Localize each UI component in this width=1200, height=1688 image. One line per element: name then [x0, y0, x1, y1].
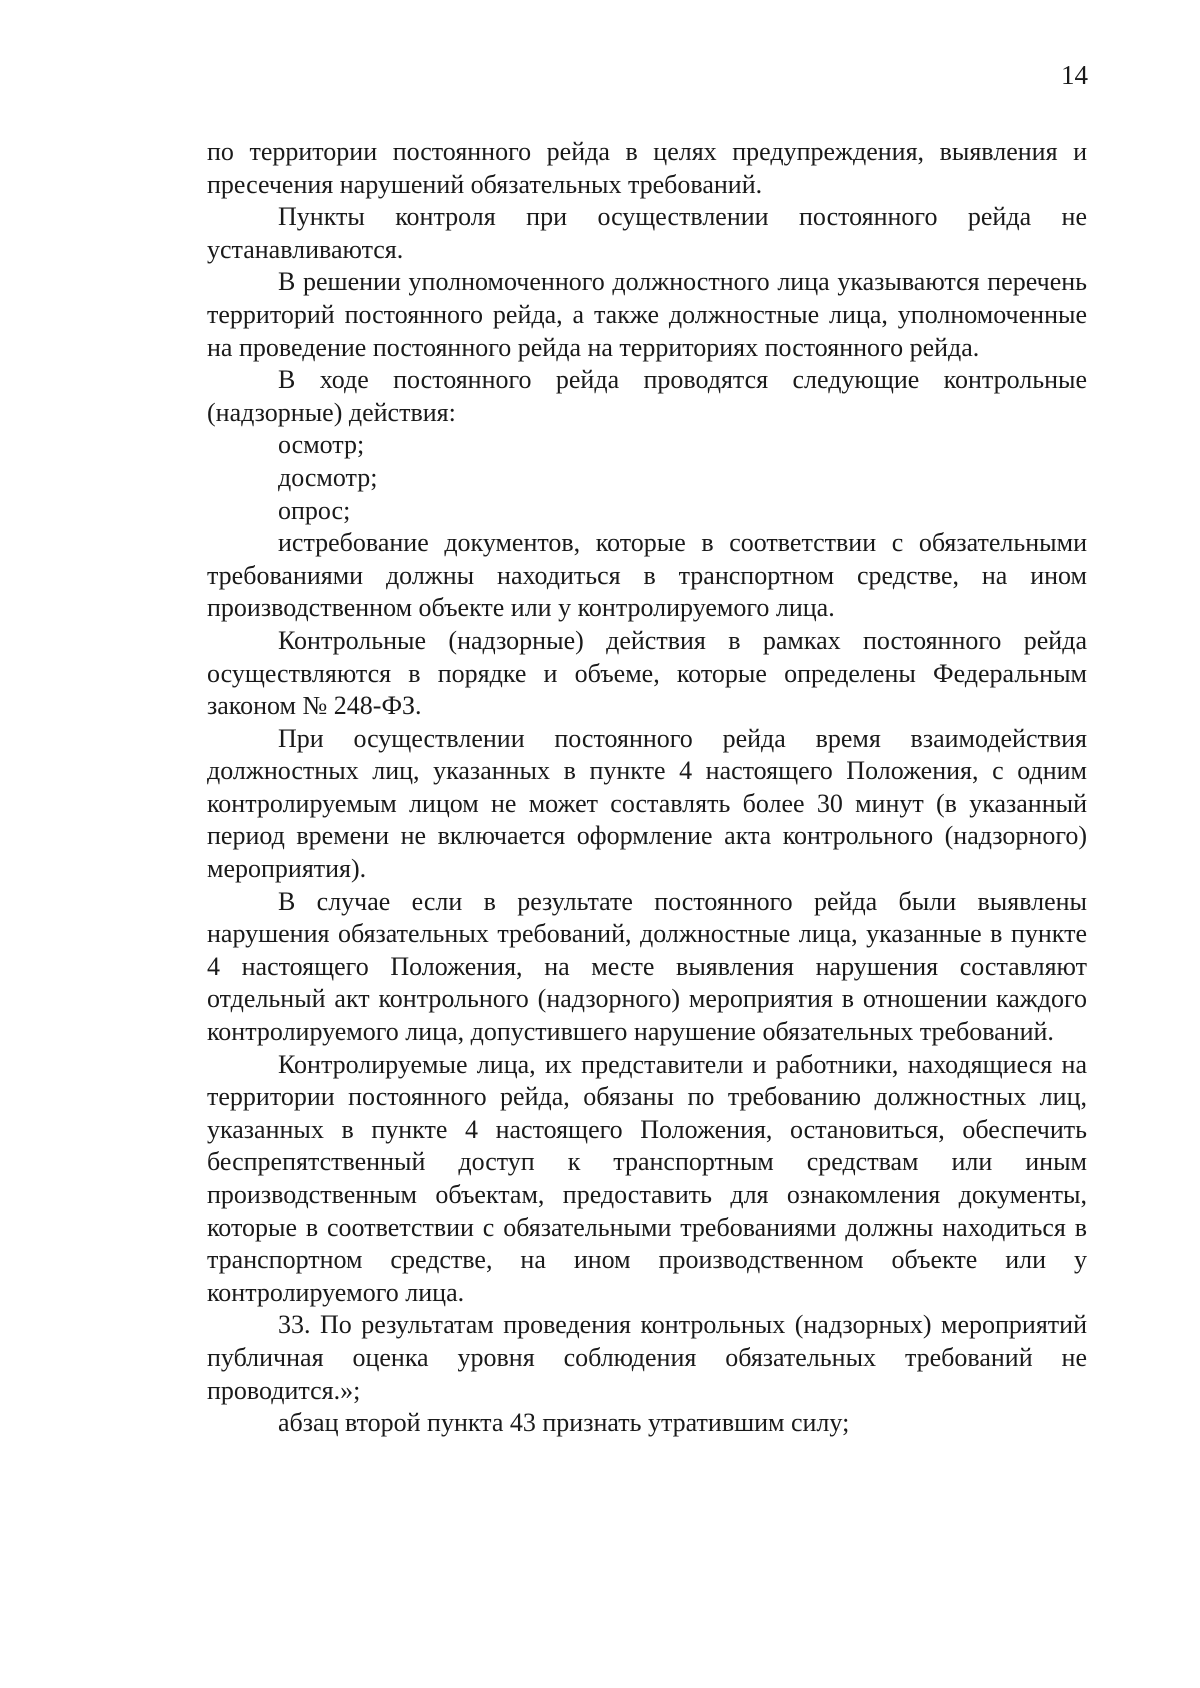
paragraph: В решении уполномоченного должностного лица указываются перечень территорий постоянного рейда, а также должностные лица, уполномоченные на проведение постоянного рейда на территориях постоянного рейда. [207, 267, 1087, 362]
paragraph: Контролируемые лица, их представители и работники, находящиеся на территории постоянного рейда, обязаны по требованию должностных лиц, указанных в пункте 4 настоящего Положения, остановиться, обеспечить беспрепятственный доступ к транспортным средствам или иным производственным объектам, предоставить для ознакомления документы, которые в соответствии с обязательными требованиями должны находиться в транспортном средстве, на ином производственном объекте или у контролируемого лица. [207, 1049, 1087, 1307]
page-number: 14 [1061, 60, 1088, 90]
list-item: осмотр; [278, 430, 365, 460]
paragraph: При осуществлении постоянного рейда время взаимодействия должностных лиц, указанных в пункте 4 настоящего Положения, с одним контролируемым лицом не может составлять более 30 минут (в указанный период времени не включается оформление акта контрольного (надзорного) мероприятия). [207, 723, 1087, 884]
paragraph: В случае если в результате постоянного рейда были выявлены нарушения обязательных требований, должностные лица, указанные в пункте 4 настоящего Положения, на месте выявления нарушения составляют отдельный акт контрольного (надзорного) мероприятия в отношении каждого контролируемого лица, допустившего нарушение обязательных требований. [207, 886, 1087, 1047]
paragraph: по территории постоянного рейда в целях предупреждения, выявления и пресечения нарушений обязательных требований. [207, 137, 1087, 199]
paragraph: В ходе постоянного рейда проводятся следующие контрольные (надзорные) действия: [207, 365, 1087, 427]
list-item: истребование документов, которые в соответствии с обязательными требованиями должны находиться в транспортном средстве, на ином производственном объекте или у контролируемого лица. [207, 528, 1087, 623]
document-body [207, 136, 1087, 1440]
list-item: досмотр; [278, 462, 378, 492]
paragraph: 33. По результатам проведения контрольных (надзорных) мероприятий публичная оценка уровня соблюдения обязательных требований не проводится.»; [207, 1310, 1087, 1405]
paragraph: Пункты контроля при осуществлении постоянного рейда не устанавливаются. [207, 202, 1087, 264]
list-item: опрос; [278, 495, 351, 525]
paragraph: абзац второй пункта 43 признать утратившим силу; [278, 1408, 850, 1438]
paragraph: Контрольные (надзорные) действия в рамках постоянного рейда осуществляются в порядке и объеме, которые определены Федеральным законом № 248-ФЗ. [207, 625, 1087, 721]
